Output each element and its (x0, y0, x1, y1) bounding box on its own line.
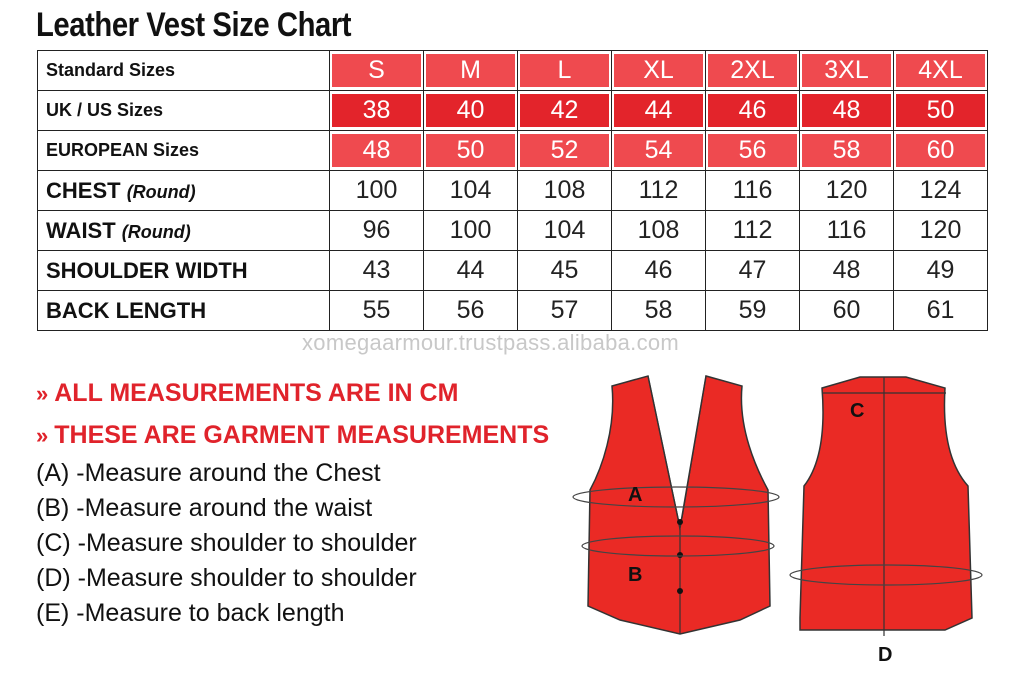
table-cell: 116 (800, 211, 894, 251)
table-cell: 50 (424, 131, 518, 171)
table-cell: 104 (518, 211, 612, 251)
table-cell: 61 (894, 291, 988, 331)
table-cell: S (330, 51, 424, 91)
row-label: WAIST (Round) (38, 211, 330, 251)
note-item-c: (C) -Measure shoulder to shoulder (36, 529, 417, 557)
vest-illustration (560, 368, 1000, 668)
note-item-e: (E) -Measure to back length (36, 599, 345, 627)
table-cell: 47 (706, 251, 800, 291)
vest-front (573, 376, 779, 634)
table-cell: 42 (518, 91, 612, 131)
table-cell: 40 (424, 91, 518, 131)
table-cell: 104 (424, 171, 518, 211)
table-cell: 49 (894, 251, 988, 291)
note-item-b: (B) -Measure around the waist (36, 494, 373, 522)
table-cell: 58 (800, 131, 894, 171)
note-units: » ALL MEASUREMENTS ARE IN CM (36, 379, 459, 407)
row-label: CHEST (Round) (38, 171, 330, 211)
table-cell: 44 (424, 251, 518, 291)
table-cell: 46 (612, 251, 706, 291)
table-row-chest (38, 171, 988, 211)
table-cell: 55 (330, 291, 424, 331)
table-cell: 46 (706, 91, 800, 131)
table-row-waist (38, 211, 988, 251)
row-label: SHOULDER WIDTH (38, 251, 330, 291)
row-label: UK / US Sizes (38, 91, 330, 131)
table-row-uk-us-sizes (38, 91, 988, 131)
table-cell: 108 (612, 211, 706, 251)
table-cell: 4XL (894, 51, 988, 91)
table-row-shoulder-width (38, 251, 988, 291)
table-cell: 57 (518, 291, 612, 331)
vest-diagram (560, 368, 1000, 673)
table-cell: 54 (612, 131, 706, 171)
row-label: Standard Sizes (38, 51, 330, 91)
double-chevron-icon: » (36, 381, 49, 406)
table-cell: 3XL (800, 51, 894, 91)
measurement-notes (36, 372, 549, 631)
table-cell: 124 (894, 171, 988, 211)
label-b: B (628, 564, 643, 586)
row-label: BACK LENGTH (38, 291, 330, 331)
note-item-a: (A) -Measure around the Chest (36, 459, 381, 487)
table-cell: 48 (330, 131, 424, 171)
table-cell: 96 (330, 211, 424, 251)
vest-back (790, 377, 982, 636)
size-chart-table (37, 50, 988, 331)
table-cell: 43 (330, 251, 424, 291)
table-cell: 120 (800, 171, 894, 211)
table-cell: 116 (706, 171, 800, 211)
label-d: D (878, 644, 893, 666)
table-cell: 120 (894, 211, 988, 251)
double-chevron-icon: » (36, 423, 49, 448)
table-cell: 2XL (706, 51, 800, 91)
table-cell: 100 (330, 171, 424, 211)
table-cell: L (518, 51, 612, 91)
table-row-european-sizes (38, 131, 988, 171)
table-cell: 52 (518, 131, 612, 171)
table-cell: 108 (518, 171, 612, 211)
table-cell: 44 (612, 91, 706, 131)
row-sublabel: (Round) (126, 181, 196, 202)
note-item-d: (D) -Measure shoulder to shoulder (36, 564, 417, 592)
table-cell: XL (612, 51, 706, 91)
table-cell: 48 (800, 91, 894, 131)
table-cell: 100 (424, 211, 518, 251)
label-a: A (628, 484, 643, 506)
label-c: C (850, 400, 865, 422)
table-row-back-length (38, 291, 988, 331)
row-label: EUROPEAN Sizes (38, 131, 330, 171)
table-row-standard-sizes (38, 51, 988, 91)
table-cell: 112 (612, 171, 706, 211)
table-cell: 59 (706, 291, 800, 331)
table-cell: 50 (894, 91, 988, 131)
row-sublabel: (Round) (121, 221, 191, 242)
watermark-text: xomegaarmour.trustpass.alibaba.com (302, 330, 680, 355)
table-cell: 112 (706, 211, 800, 251)
table-cell: 56 (706, 131, 800, 171)
table-cell: 60 (800, 291, 894, 331)
note-garment: » THESE ARE GARMENT MEASUREMENTS (36, 421, 550, 449)
table-cell: 58 (612, 291, 706, 331)
table-cell: 48 (800, 251, 894, 291)
table-cell: M (424, 51, 518, 91)
table-cell: 38 (330, 91, 424, 131)
page-title: Leather Vest Size Chart (36, 6, 352, 44)
table-cell: 56 (424, 291, 518, 331)
table-cell: 45 (518, 251, 612, 291)
table-cell: 60 (894, 131, 988, 171)
